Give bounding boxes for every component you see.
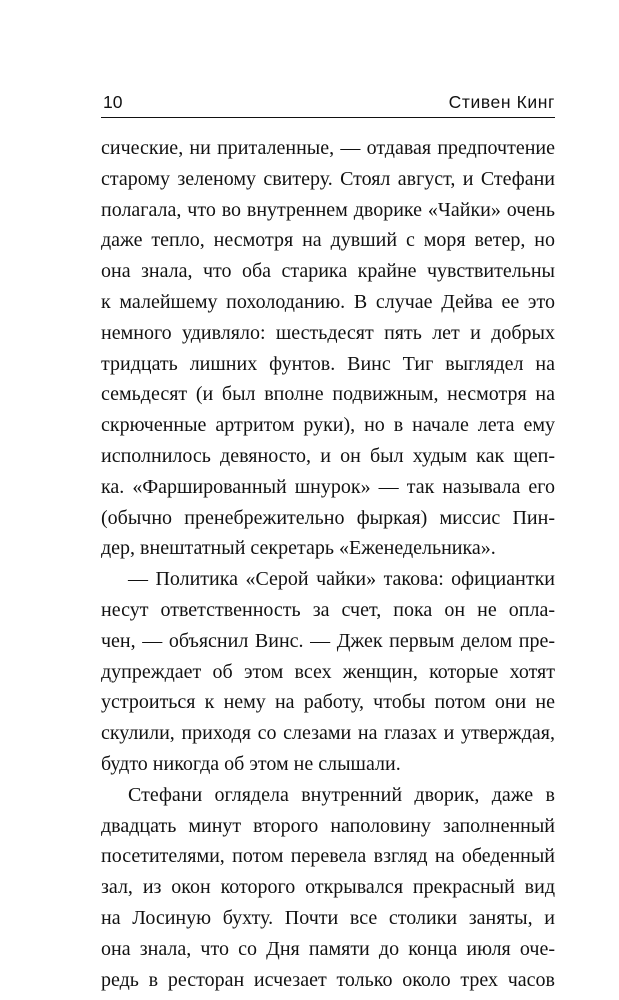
author-name: Стивен Кинг bbox=[448, 92, 555, 112]
text-line: (обычно пренебрежительно фыркая) миссис Пин- bbox=[101, 506, 555, 529]
body-text bbox=[101, 133, 555, 995]
text-line: скулили, приходя со слезами на глазах и утверждая, bbox=[101, 722, 555, 745]
text-line: скрюченные артритом руки), но в начале лета ему bbox=[101, 414, 555, 437]
text-line: старому зеленому свитеру. Стоял август, и Стефани bbox=[101, 167, 555, 190]
header-rule bbox=[101, 117, 555, 118]
text-line: исполнилось девяносто, и он был худым как щеп- bbox=[101, 444, 555, 467]
text-line: устроиться к нему на работу, чтобы потом они не bbox=[101, 691, 555, 714]
text-line: на Лосиную бухту. Почти все столики заняты, и bbox=[101, 906, 555, 929]
text-line: она знала, что со Дня памяти до конца июля оче- bbox=[101, 937, 555, 960]
text-line: ка. «Фаршированный шнурок» — так называла его bbox=[101, 475, 555, 498]
text-line: дупреждает об этом всех женщин, которые хотят bbox=[101, 660, 555, 683]
page-number: 10 bbox=[103, 92, 123, 112]
text-line: тридцать лишних фунтов. Винс Тиг выглядел на bbox=[101, 352, 555, 375]
text-line: дер, внештатный секретарь «Еженедельника». bbox=[101, 537, 496, 560]
text-line: будто никогда об этом не слышали. bbox=[101, 752, 401, 775]
text-line: — Политика «Серой чайки» такова: официантки bbox=[128, 568, 555, 591]
text-line: она знала, что оба старика крайне чувствительны bbox=[101, 260, 555, 283]
text-line: сические, ни приталенные, — отдавая предпочтение bbox=[101, 137, 555, 159]
text-line: несут ответственность за счет, пока он не опла- bbox=[101, 598, 555, 621]
text-line: посетителями, потом перевела взгляд на обеденный bbox=[101, 845, 555, 868]
text-line: Стефани оглядела внутренний дворик, даже в bbox=[128, 783, 555, 806]
text-line: немного удивляло: шестьдесят пять лет и добрых bbox=[101, 321, 555, 344]
text-line: редь в ресторан исчезает только около трех часов bbox=[101, 968, 555, 991]
text-line: зал, из окон которого открывался прекрасный вид bbox=[101, 876, 555, 899]
text-line: двадцать минут второго наполовину заполненный bbox=[101, 814, 555, 837]
text-line: к малейшему похолоданию. В случае Дейва ее это bbox=[101, 290, 555, 313]
text-line: даже тепло, несмотря на дувший с моря ветер, но bbox=[101, 229, 555, 252]
text-line: полагала, что во внутреннем дворике «Чайки» очень bbox=[101, 198, 555, 221]
text-line: семьдесят (и был вполне подвижным, несмотря на bbox=[101, 383, 555, 406]
text-line: чен, — объяснил Винс. — Джек первым делом пре- bbox=[101, 629, 555, 652]
running-header bbox=[101, 92, 555, 114]
